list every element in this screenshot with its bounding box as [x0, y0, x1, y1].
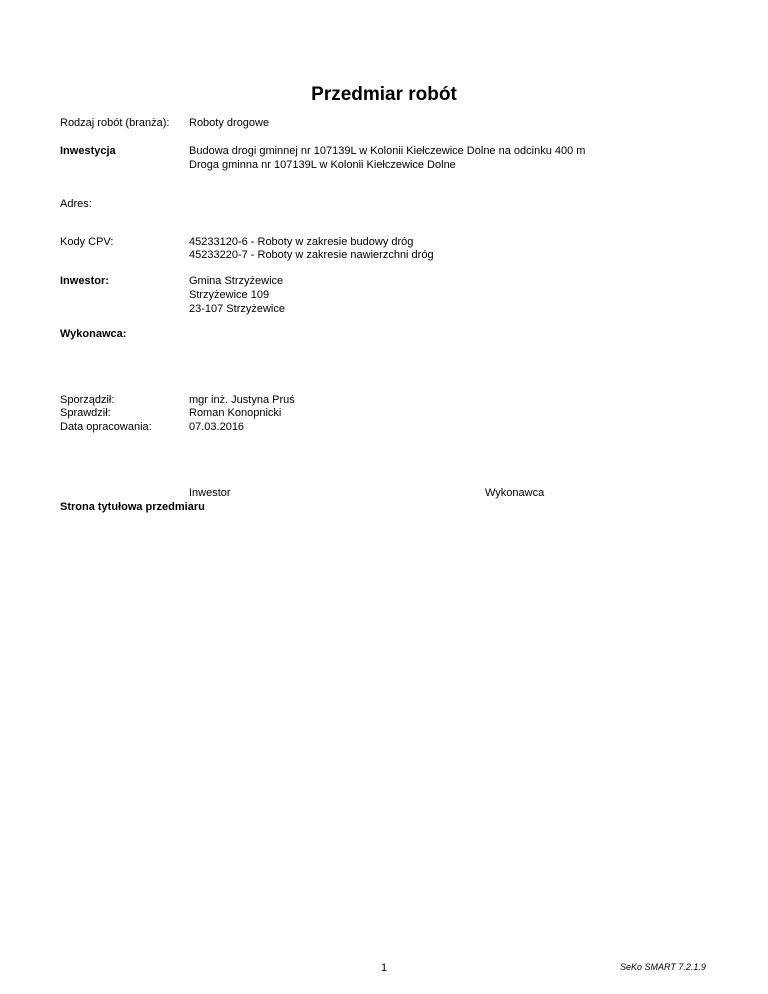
data-opracowania-value: 07.03.2016 — [189, 421, 245, 433]
inwestor-line-2: Strzyżewice 109 — [189, 289, 270, 301]
inwestor-line-1: Gmina Strzyżewice — [189, 275, 284, 287]
inwestycja-line-1: Budowa drogi gminnej nr 107139L w Kolonii Kiełczewice Dolne na odcinku 400 m — [189, 145, 586, 157]
section-footer: Strona tytułowa przedmiaru — [60, 501, 205, 513]
cpv-line-2: 45233220-7 - Roboty w zakresie nawierzchni dróg — [189, 249, 434, 261]
inwestor-line-3: 23-107 Strzyżewice — [189, 303, 285, 315]
sprawdzil-value: Roman Konopnicki — [189, 407, 282, 419]
data-opracowania-label: Data opracowania: — [60, 421, 152, 433]
signature-wykonawca: Wykonawca — [485, 487, 545, 499]
adres-label: Adres: — [60, 198, 92, 210]
cpv-label: Kody CPV: — [60, 236, 114, 248]
software-credit: SeKo SMART 7.2.1.9 — [620, 962, 706, 972]
sprawdzil-label: Sprawdził: — [60, 407, 111, 419]
cpv-line-1: 45233120-6 - Roboty w zakresie budowy dróg — [189, 236, 414, 248]
sporzadzil-label: Sporządził: — [60, 394, 115, 406]
signature-inwestor: Inwestor — [189, 487, 231, 499]
page-number: 1 — [381, 962, 388, 974]
wykonawca-label: Wykonawca: — [60, 328, 127, 340]
inwestycja-line-2: Droga gminna nr 107139L w Kolonii Kiełczewice Dolne — [189, 159, 456, 171]
rodzaj-robot-label: Rodzaj robót (branża): — [60, 117, 170, 129]
sporzadzil-value: mgr inż. Justyna Pruś — [189, 394, 295, 406]
inwestycja-label: Inwestycja — [60, 145, 116, 157]
rodzaj-robot-value: Roboty drogowe — [189, 117, 270, 129]
inwestor-label: Inwestor: — [60, 275, 109, 287]
page-title: Przedmiar robót — [311, 84, 457, 105]
